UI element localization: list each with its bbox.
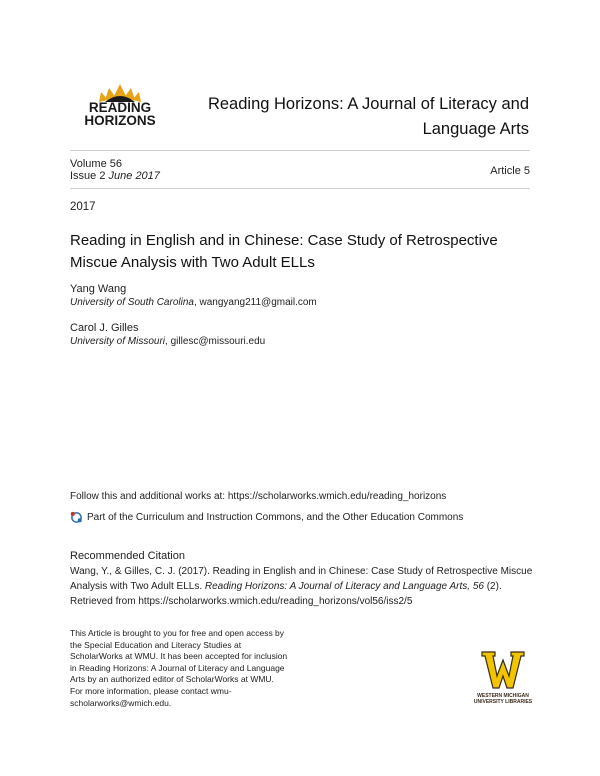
issue-divider <box>70 188 530 189</box>
article-title-line2: Miscue Analysis with Two Adult ELLs <box>70 254 315 271</box>
open-access-statement <box>70 628 320 709</box>
reading-horizons-logo <box>75 80 165 130</box>
access-line: This Article is brought to you for free and open access by <box>70 628 285 638</box>
author-email: , wangyang211@gmail.com <box>193 297 317 308</box>
journal-title[interactable] <box>189 92 529 142</box>
citation-article-title: Analysis with Two Adult ELLs. <box>70 581 205 592</box>
network-commons-icon <box>70 511 83 524</box>
journal-title-line1[interactable]: Reading Horizons: A Journal of Literacy and <box>207 95 529 113</box>
recommended-citation-heading: Recommended Citation <box>70 550 185 562</box>
wmu-caption-line1: WESTERN MICHIGAN <box>477 693 529 699</box>
citation-url[interactable]: Retrieved from https://scholarworks.wmich.edu/reading_horizons/vol56/iss2/5 <box>70 596 413 607</box>
citation-issue: (2). <box>483 581 502 592</box>
issue-date: June 2017 <box>108 170 160 182</box>
affiliation-university: University of South Carolina <box>70 297 194 308</box>
volume-label: Volume 56 <box>70 158 122 170</box>
access-line: Arts by an authorized editor of ScholarWorks at WMU. <box>70 674 274 685</box>
logo-word-horizons: HORIZONS <box>84 113 156 128</box>
commons-links[interactable]: Part of the Curriculum and Instruction Commons, and the Other Education Commons <box>87 512 464 523</box>
citation-line1: Wang, Y., & Gilles, C. J. (2017). Reading in English and in Chinese: Case Study of Retrospective Miscue <box>70 566 533 577</box>
publication-year: 2017 <box>70 201 96 213</box>
access-line: ScholarWorks at WMU. It has been accepted for inclusion <box>70 651 288 662</box>
journal-title-line2[interactable]: Language Arts <box>422 120 529 138</box>
article-number: Article 5 <box>490 165 530 177</box>
author-name[interactable]: Yang Wang <box>70 283 127 295</box>
article-title <box>70 230 540 274</box>
access-line: For more information, please contact wmu- <box>70 685 232 696</box>
commons-line <box>70 511 463 524</box>
header-divider <box>70 150 530 151</box>
author-name[interactable]: Carol J. Gilles <box>70 322 139 334</box>
recommended-citation <box>70 564 540 609</box>
author-affiliation <box>70 336 265 347</box>
issue-number: Issue 2 <box>70 170 106 182</box>
wmu-caption-line2: UNIVERSITY LIBRARIES <box>473 699 533 705</box>
citation-line2 <box>70 579 540 594</box>
access-contact-email[interactable]: scholarworks@wmich.edu. <box>70 697 172 708</box>
article-title-line1: Reading in English and in Chinese: Case Study of Retrospective <box>70 232 498 249</box>
author-affiliation <box>70 297 317 308</box>
logo-word-reading: READING <box>88 100 152 115</box>
follow-link-text[interactable]: Follow this and additional works at: https://scholarworks.wmich.edu/reading_horizons <box>70 491 447 502</box>
issue-label <box>70 170 160 182</box>
wmu-caption <box>470 693 536 705</box>
access-line: in Reading Horizons: A Journal of Literacy and Language <box>70 662 285 673</box>
access-line: the Special Education and Literacy Studies at <box>70 639 242 650</box>
wmu-libraries-logo <box>472 648 534 710</box>
author-email: , gillesc@missouri.edu <box>165 336 266 347</box>
affiliation-university: University of Missouri <box>70 336 166 347</box>
citation-journal: Reading Horizons: A Journal of Literacy and Language Arts, 56 <box>204 581 484 592</box>
